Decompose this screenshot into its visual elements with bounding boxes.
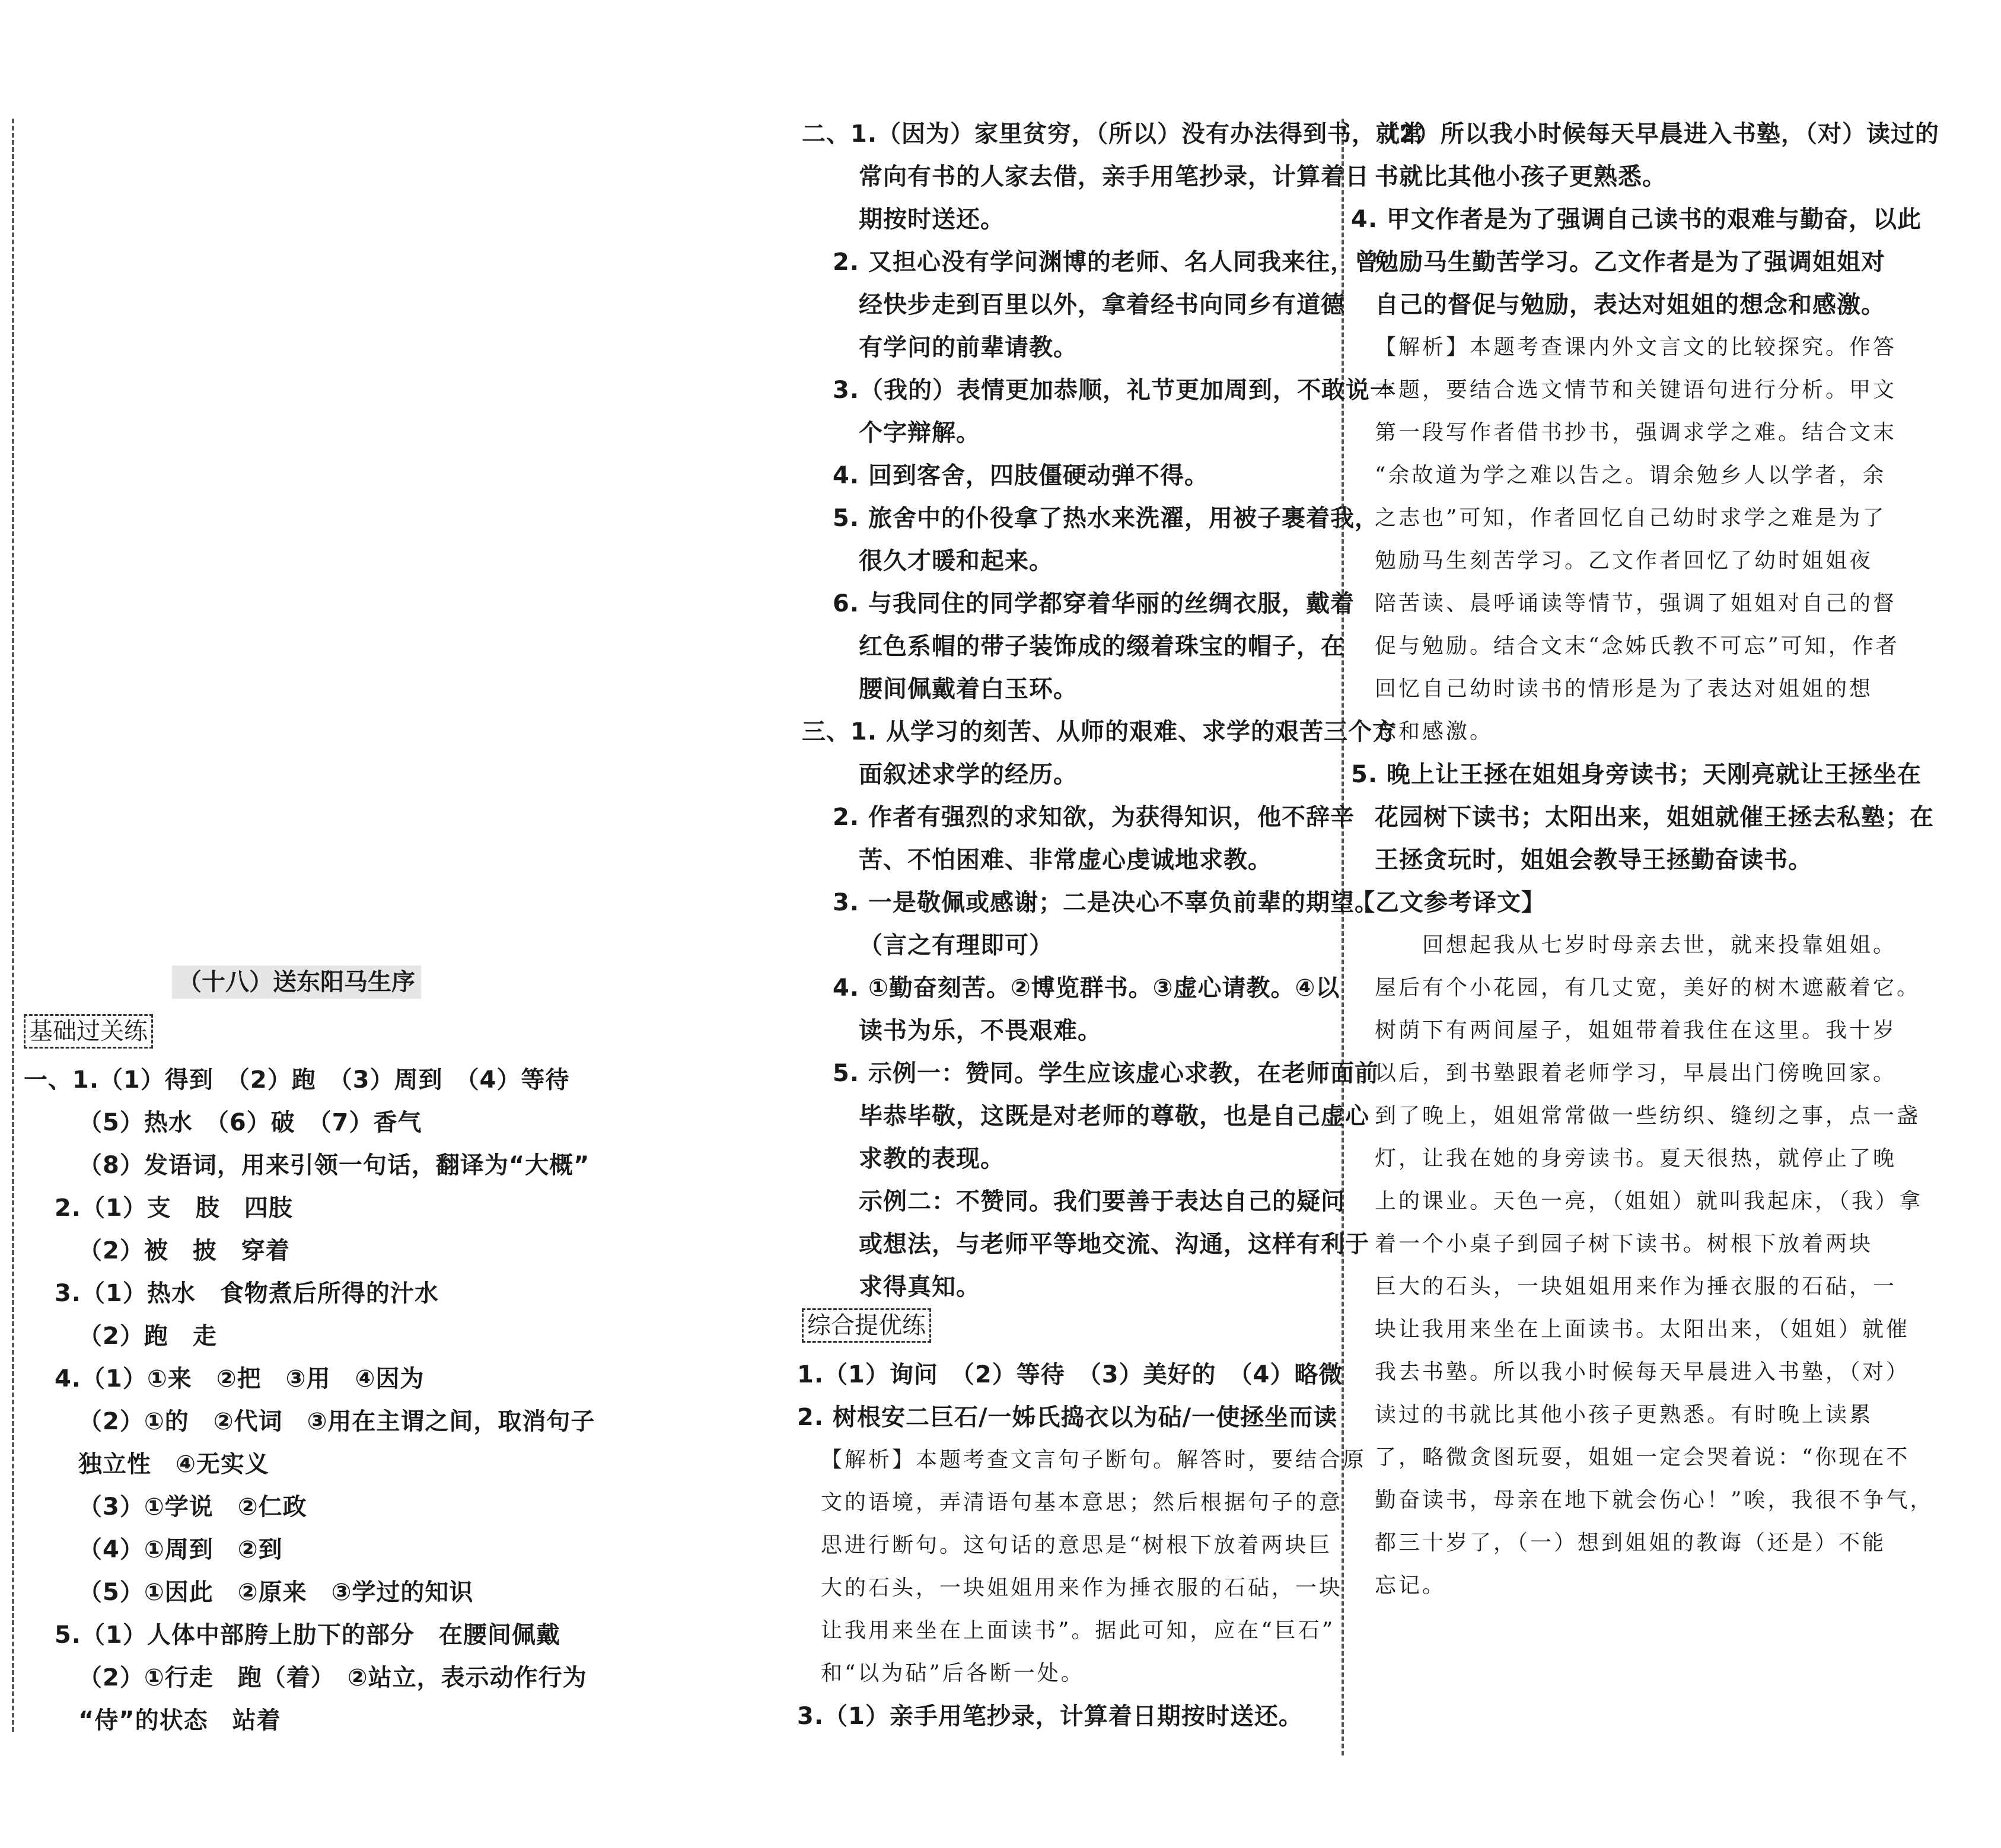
section-label-advanced: 综合提优练 <box>802 1308 931 1343</box>
translation-line: 读过的书就比其他小孩子更熟悉。有时晚上读累 <box>1375 1403 1873 1427</box>
answer-line: 王拯贪玩时，姐姐会教导王拯勤奋读书。 <box>1375 846 1812 874</box>
answer-line: （8）发语词，用来引领一句话，翻译为“大概” <box>78 1152 590 1179</box>
analysis-line: 第一段写作者借书抄书，强调求学之难。结合文末 <box>1375 420 1897 445</box>
translation-line: 回想起我从七岁时母亲去世，就来投靠姐姐。 <box>1422 933 1897 957</box>
analysis-line: 勉励马生刻苦学习。乙文作者回忆了幼时姐姐夜 <box>1375 549 1873 573</box>
answer-line: （2）所以我小时候每天早晨进入书塾，（对）读过的 <box>1375 120 1939 148</box>
translation-line: 屋后有个小花园，有几丈宽，美好的树木遮蔽着它。 <box>1375 976 1921 1000</box>
answer-line: 2. 树根安二巨石/一姊氏捣衣以为砧/一使拯坐而读 <box>797 1404 1338 1431</box>
analysis-line: 文的语境，弄清语句基本意思；然后根据句子的意 <box>821 1490 1343 1515</box>
translation-line: 灯，让我在她的身旁读书。夏天很热，就停止了晚 <box>1375 1146 1897 1171</box>
analysis-line: 思进行断句。这句话的意思是“树根下放着两块巨 <box>821 1533 1333 1557</box>
answer-line: 有学问的前辈请教。 <box>859 334 1078 361</box>
answer-line: 读书为乐，不畏艰难。 <box>859 1017 1102 1044</box>
answer-line: 勉励马生勤苦学习。乙文作者是为了强调姐姐对 <box>1375 248 1885 276</box>
analysis-line: 【解析】本题考查文言句子断句。解答时，要结合原 <box>821 1448 1367 1472</box>
answer-line: 期按时送还。 <box>859 206 1005 233</box>
translation-line: 块让我用来坐在上面读书。太阳出来，（姐姐）就催 <box>1375 1317 1910 1342</box>
translation-heading: 【乙文参考译文】 <box>1351 889 1546 916</box>
answer-line: 经快步走到百里以外，拿着经书向同乡有道德 <box>859 291 1345 318</box>
answer-line: 求得真知。 <box>859 1273 980 1301</box>
answer-line: 一、1.（1）得到 （2）跑 （3）周到 （4）等待 <box>24 1066 570 1094</box>
answer-line: 自己的督促与勉励，表达对姐姐的想念和感激。 <box>1375 291 1885 318</box>
answer-line: 6. 与我同住的同学都穿着华丽的丝绸衣服，戴着 <box>833 590 1355 617</box>
translation-line: 了，略微贪图玩耍，姐姐一定会哭着说：“你现在不 <box>1375 1445 1910 1470</box>
answer-line: （2）①的 ②代词 ③用在主谓之间，取消句子 <box>78 1408 595 1435</box>
answer-line: 3.（我的）表情更加恭顺，礼节更加周到，不敢说一 <box>833 377 1395 404</box>
answer-line: 面叙述求学的经历。 <box>859 761 1078 788</box>
answer-line: 4.（1）①来 ②把 ③用 ④因为 <box>55 1365 425 1393</box>
analysis-line: 大的石头，一块姐姐用来作为捶衣服的石砧，一块 <box>821 1576 1343 1600</box>
answer-line: 独立性 ④无实义 <box>78 1451 269 1478</box>
answer-line: 示例二：不赞同。我们要善于表达自己的疑问 <box>859 1188 1345 1215</box>
answer-line: 三、1. 从学习的刻苦、从师的艰难、求学的艰苦三个方 <box>802 718 1397 745</box>
translation-line: 着一个小桌子到园子树下读书。树根下放着两块 <box>1375 1232 1873 1256</box>
answer-line: 5. 晚上让王拯在姐姐身旁读书；天刚亮就让王拯坐在 <box>1351 761 1922 788</box>
answer-line: 很久才暖和起来。 <box>859 547 1053 575</box>
analysis-line: 促与勉励。结合文末“念姊氏教不可忘”可知，作者 <box>1375 634 1900 658</box>
answer-line: 5. 示例一：赞同。学生应该虚心求教，在老师面前 <box>833 1060 1379 1087</box>
answer-line: 红色系帽的带子装饰成的缀着珠宝的帽子，在 <box>859 633 1345 660</box>
answer-line: （5）热水 （6）破 （7）香气 <box>78 1109 422 1136</box>
answer-line: 4. ①勤奋刻苦。②博览群书。③虚心请教。④以 <box>833 974 1340 1002</box>
answer-line: （4）①周到 ②到 <box>78 1536 283 1563</box>
answer-line: 苦、不怕困难、非常虚心虔诚地求教。 <box>859 846 1272 874</box>
analysis-line: 本题，要结合选文情节和关键语句进行分析。甲文 <box>1375 378 1897 402</box>
answer-line: 5.（1）人体中部胯上肋下的部分 在腰间佩戴 <box>55 1621 560 1649</box>
analysis-line: 让我用来坐在上面读书”。据此可知，应在“巨石” <box>821 1618 1336 1643</box>
answer-line: 花园树下读书；太阳出来，姐姐就催王拯去私塾；在 <box>1375 804 1934 831</box>
answer-line: 4. 甲文作者是为了强调自己读书的艰难与勤奋，以此 <box>1351 206 1922 233</box>
answer-line: 求教的表现。 <box>859 1145 1005 1172</box>
answer-line: （2）①行走 跑（着） ②站立，表示动作行为 <box>78 1664 587 1691</box>
answer-line: 毕恭毕敬，这既是对老师的尊敬，也是自己虚心 <box>859 1103 1369 1130</box>
translation-line: 我去书塾。所以我小时候每天早晨进入书塾，（对） <box>1375 1360 1910 1384</box>
analysis-line: 回忆自己幼时读书的情形是为了表达对姐姐的想 <box>1375 677 1873 701</box>
answer-line: （3）①学说 ②仁政 <box>78 1493 307 1521</box>
answer-line: 3.（1）亲手用笔抄录，计算着日期按时送还。 <box>797 1703 1303 1730</box>
translation-line: 都三十岁了，（一）想到姐姐的教诲（还是）不能 <box>1375 1531 1887 1555</box>
translation-line: 勤奋读书，母亲在地下就会伤心！”唉，我很不争气， <box>1375 1488 1934 1512</box>
translation-line: 到了晚上，姐姐常常做一些纺织、缝纫之事，点一盏 <box>1375 1104 1921 1128</box>
analysis-line: “余故道为学之难以告之。谓余勉乡人以学者，余 <box>1375 463 1887 488</box>
answer-line: 腰间佩戴着白玉环。 <box>859 676 1078 703</box>
analysis-line: 和“以为砧”后各断一处。 <box>821 1661 1085 1685</box>
answer-line: 2. 又担心没有学问渊博的老师、名人同我来往，曾 <box>833 248 1379 276</box>
analysis-line: 陪苦读、晨呼诵读等情节，强调了姐姐对自己的督 <box>1375 591 1897 616</box>
answer-line: 4. 回到客舍，四肢僵硬动弹不得。 <box>833 462 1209 489</box>
analysis-line: 之志也”可知，作者回忆自己幼时求学之难是为了 <box>1375 506 1887 530</box>
analysis-line: 念和感激。 <box>1375 719 1494 744</box>
answer-line: 常向有书的人家去借，亲手用笔抄录，计算着日 <box>859 163 1369 190</box>
answer-line: （2）被 披 穿着 <box>78 1237 290 1264</box>
answer-line: “侍”的状态 站着 <box>78 1707 281 1734</box>
answer-line: 2. 作者有强烈的求知欲，为获得知识，他不辞辛 <box>833 804 1355 831</box>
answer-line: 3.（1）热水 食物煮后所得的汁水 <box>55 1280 439 1307</box>
answer-line: 或想法，与老师平等地交流、沟通，这样有利于 <box>859 1231 1369 1258</box>
translation-line: 以后，到书塾跟着老师学习，早晨出门傍晚回家。 <box>1375 1061 1897 1085</box>
answer-line: （5）①因此 ②原来 ③学过的知识 <box>78 1579 474 1606</box>
section-label-basic: 基础过关练 <box>24 1014 153 1049</box>
answer-line: 二、1.（因为）家里贫穷，（所以）没有办法得到书，就常 <box>802 120 1425 148</box>
answer-line: 书就比其他小孩子更熟悉。 <box>1375 163 1667 190</box>
answer-line: 个字辩解。 <box>859 419 980 447</box>
answer-line: （2）跑 走 <box>78 1323 217 1350</box>
translation-line: 上的课业。天色一亮，（姐姐）就叫我起床，（我）拿 <box>1375 1189 1923 1213</box>
answer-line: （言之有理即可） <box>859 932 1053 959</box>
analysis-line: 【解析】本题考查课内外文言文的比较探究。作答 <box>1375 335 1897 359</box>
answer-line: 2.（1）支 肢 四肢 <box>55 1194 293 1222</box>
translation-line: 树荫下有两间屋子，姐姐带着我住在这里。我十岁 <box>1375 1018 1897 1043</box>
answer-line: 5. 旅舍中的仆役拿了热水来洗濯，用被子裹着我， <box>833 505 1379 532</box>
column-divider-left <box>12 119 14 1732</box>
page-title: （十八）送东阳马生序 <box>172 966 421 999</box>
translation-line: 巨大的石头，一块姐姐用来作为捶衣服的石砧，一 <box>1375 1275 1897 1299</box>
answer-line: 3. 一是敬佩或感谢；二是决心不辜负前辈的期望。 <box>833 889 1379 916</box>
answer-line: 1.（1）询问 （2）等待 （3）美好的 （4）略微 <box>797 1361 1343 1388</box>
translation-line: 忘记。 <box>1375 1573 1446 1598</box>
